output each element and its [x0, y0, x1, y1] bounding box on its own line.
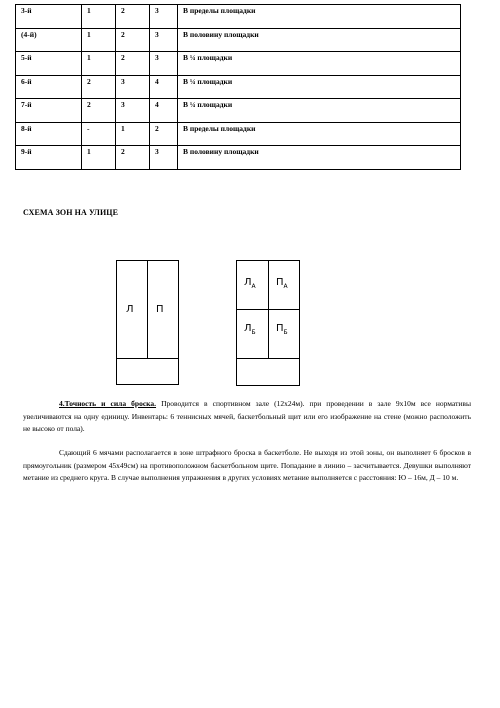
table-cell: В ¼ площадки [178, 52, 461, 76]
table-cell: 6-й [16, 75, 82, 99]
court-diagram-right [236, 260, 300, 386]
table-cell: 9-й [16, 146, 82, 170]
table-cell: 4 [150, 75, 178, 99]
table-cell: 1 [82, 146, 116, 170]
table-cell: 4 [150, 99, 178, 123]
paragraph-title: 4.Точность и сила броска. [59, 399, 157, 408]
table-row [16, 99, 461, 123]
table-cell: 2 [116, 146, 150, 170]
table-cell: 1 [82, 5, 116, 29]
table-cell: 2 [150, 122, 178, 146]
paragraph-procedure: Сдающий 6 мячами располагается в зоне штрафного броска в баскетболе. Не выходя из этой зоны, он выполняет 6 бросков в прямоугольник (размером 45х49см) на противоположном баскетбольном щите. Попадание в линию – засчитывается. Девушки выполняют метание из среднего круга. В случае выполнения упражнения в других условиях метание выполняется с расстояния: Ю – 16м, Д – 10 м. [23, 448, 471, 482]
paragraph-accuracy-test [23, 398, 471, 436]
baseline-divider [237, 358, 299, 359]
table-cell: 3-й [16, 5, 82, 29]
zone-la-label: $Л_А$ [244, 277, 256, 290]
table-cell: В ¼ площадки [178, 75, 461, 99]
table-cell: 2 [82, 99, 116, 123]
zone-pb-label: $П_Б$ [276, 323, 288, 336]
table-cell: 2 [82, 75, 116, 99]
table-cell: В ¼ площадки [178, 99, 461, 123]
table-row [16, 146, 461, 170]
norms-table [15, 4, 461, 170]
table-cell: В пределы площадки [178, 122, 461, 146]
zone-left-label: Л [126, 304, 134, 315]
table-cell: 5-й [16, 52, 82, 76]
table-cell: В половину площадки [178, 28, 461, 52]
half-divider [237, 309, 299, 310]
table-row [16, 122, 461, 146]
table-cell: В пределы площадки [178, 5, 461, 29]
table-cell: 8-й [16, 122, 82, 146]
table-cell: 7-й [16, 99, 82, 123]
table-cell: 3 [150, 5, 178, 29]
table-row [16, 5, 461, 29]
table-cell: 3 [150, 146, 178, 170]
zone-lb-label: $Л_Б$ [244, 323, 256, 336]
table-cell: 3 [116, 75, 150, 99]
table-cell: 3 [116, 99, 150, 123]
table-cell: 1 [116, 122, 150, 146]
court-diagram-left [116, 260, 179, 385]
table-cell: - [82, 122, 116, 146]
baseline-divider [117, 358, 178, 359]
table-cell: (4-й) [16, 28, 82, 52]
zone-right-label: П [156, 304, 164, 315]
table-cell: В половину площадки [178, 146, 461, 170]
table-row [16, 75, 461, 99]
paragraph-text: Проводится в спортивном зале (12х24м). при проведении в зале 9х10м все нормативы увеличиваются на одну единицу. Инвентарь: 6 теннисных мячей, баскетбольный щит или его изображение на стене (можно расположить не высоко от пола). [23, 399, 472, 433]
table-cell: 1 [82, 28, 116, 52]
table-cell: 2 [116, 5, 150, 29]
table-cell: 2 [116, 52, 150, 76]
section-heading: СХЕМА ЗОН НА УЛИЦЕ [23, 208, 119, 217]
center-divider [147, 261, 148, 358]
table-cell: 3 [150, 52, 178, 76]
table-cell: 2 [116, 28, 150, 52]
table-row [16, 28, 461, 52]
table-cell: 1 [82, 52, 116, 76]
table-cell: 3 [150, 28, 178, 52]
table-row [16, 52, 461, 76]
zone-pa-label: $П_А$ [276, 277, 288, 290]
